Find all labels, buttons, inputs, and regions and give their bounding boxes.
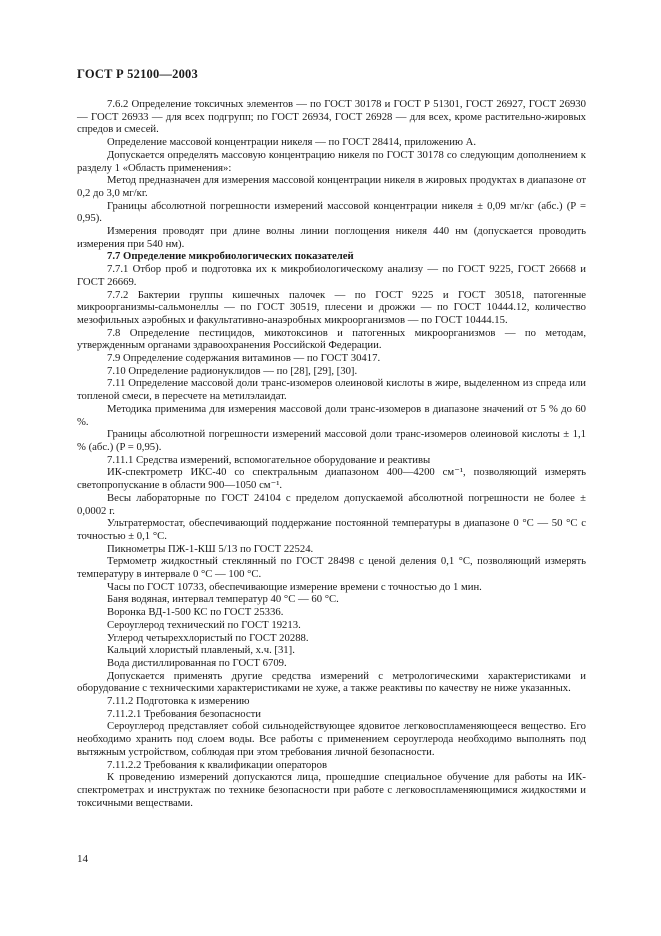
paragraph: 7.11.1 Средства измерений, вспомогательное оборудование и реактивы <box>107 453 431 466</box>
page-header: ГОСТ Р 52100—2003 <box>77 67 198 81</box>
paragraph: 7.10 Определение радионуклидов — по [28], [29], [30]. <box>107 364 358 377</box>
paragraph: 7.11.2.1 Требования безопасности <box>107 707 262 720</box>
paragraph: 7.7.1 Отбор проб и подготовка их к микробиологическому анализу — по ГОСТ 9225, ГОСТ 26668 и ГОСТ 26669. <box>77 263 586 288</box>
paragraph: Измерения проводят при длине волны линии поглощения никеля 440 нм (допускается проводить измерения при 540 нм). <box>77 225 586 250</box>
paragraph: Ультратермостат, обеспечивающий поддержание постоянной температуры в диапазоне 0 °С — 50 °С с точностью ± 0,1 °С. <box>77 517 586 542</box>
paragraph: Границы абсолютной погрешности измерений массовой концентрации никеля ± 0,09 мг/кг (абс.) (P = 0,95). <box>77 199 586 225</box>
paragraph: Сероуглерод технический по ГОСТ 19213. <box>107 618 301 631</box>
paragraph: 7.11 Определение массовой доли транс-изомеров олеиновой кислоты в жире, выделенном из спреда или топленой смеси, в пересчете на метилэлаидат. <box>77 377 586 403</box>
paragraph: Баня водяная, интервал температур 40 °С — 60 °С. <box>107 593 339 606</box>
paragraph: Вода дистиллированная по ГОСТ 6709. <box>107 656 287 669</box>
paragraph: Допускается применять другие средства измерений с метрологическими характеристиками и оборудование с техническими характеристиками не хуже, а также реактивы по качеству не ниже указанных. <box>77 669 586 695</box>
paragraph: Термометр жидкостный стеклянный по ГОСТ 28498 с ценой деления 0,1 °С, позволяющий измерять температуру в интервале 0 °С — 100 °С. <box>77 555 586 581</box>
paragraph: 7.11.2.2 Требования к квалификации операторов <box>107 758 327 771</box>
paragraph: 7.11.2 Подготовка к измерению <box>107 695 250 708</box>
paragraph: Методика применима для измерения массовой доли транс-изомеров в диапазоне значений от 5 % до 60 %. <box>77 402 586 428</box>
section-heading: 7.7 Определение микробиологических показателей <box>107 250 354 263</box>
paragraph: Границы абсолютной погрешности измерений массовой доли транс-изомеров олеиновой кислоты ± 1,1 % (абс.) (P = 0,95). <box>77 428 586 453</box>
paragraph: Воронка ВД-1-500 КС по ГОСТ 25336. <box>107 606 284 619</box>
paragraph: Часы по ГОСТ 10733, обеспечивающие измерение времени с точностью до 1 мин. <box>107 580 482 593</box>
page-number: 14 <box>77 853 88 865</box>
paragraph: Определение массовой концентрации никеля — по ГОСТ 28414, приложению А. <box>107 136 477 149</box>
paragraph: 7.6.2 Определение токсичных элементов — по ГОСТ 30178 и ГОСТ Р 51301, ГОСТ 26927, ГОСТ 26930 — ГОСТ 26933 — для всех подгрупп; по ГОСТ 26934, ГОСТ 26928 — для всех, кроме растительно-жировых спредов и смесей. <box>77 98 586 136</box>
paragraph: Допускается определять массовую концентрацию никеля по ГОСТ 30178 со следующим дополнением к разделу 1 «Область применения»: <box>77 148 586 174</box>
paragraph: 7.7.2 Бактерии группы кишечных палочек — по ГОСТ 9225 и ГОСТ 30518, патогенные микроорганизмы-сальмонеллы — по ГОСТ 30519, плесени и дрожжи — по ГОСТ 10444.12, количество мезофильных аэробных и факультативно-анаэробных микроорганизмов — по ГОСТ 10444.15. <box>77 288 586 326</box>
document-body <box>77 98 586 809</box>
paragraph: Весы лабораторные по ГОСТ 24104 с пределом допускаемой абсолютной погрешности не более ± 0,0002 г. <box>77 491 586 517</box>
paragraph: Кальций хлористый плавленый, х.ч. [31]. <box>107 644 295 657</box>
paragraph: К проведению измерений допускаются лица, прошедшие специальное обучение для работы на ИК-спектрометрах и инструктаж по технике безопасности при работе с легковоспламеняющимися жидкостями и токсичными веществами. <box>77 771 586 809</box>
paragraph: Метод предназначен для измерения массовой концентрации никеля в жировых продуктах в диапазоне от 0,2 до 3,0 мг/кг. <box>77 174 586 199</box>
paragraph: Углерод четыреххлористый по ГОСТ 20288. <box>107 631 309 644</box>
paragraph: Пикнометры ПЖ-1-КШ 5/13 по ГОСТ 22524. <box>107 542 314 555</box>
paragraph: Сероуглерод представляет собой сильнодействующее ядовитое легковоспламеняющееся вещество. Его необходимо хранить под слоем воды. Все работы с применением сероуглерода необходимо выполнять под вытяжным устройством, соблюдая при этом требования личной безопасности. <box>77 720 586 758</box>
paragraph: ИК-спектрометр ИКС-40 со спектральным диапазоном 400—4200 см⁻¹, позволяющий измерять светопропускание в области 900—1050 см⁻¹. <box>77 466 586 492</box>
paragraph: 7.9 Определение содержания витаминов — по ГОСТ 30417. <box>107 352 381 365</box>
paragraph: 7.8 Определение пестицидов, микотоксинов и патогенных микроорганизмов — по методам, утвержденным органами здравоохранения Российской Федерации. <box>77 326 586 352</box>
